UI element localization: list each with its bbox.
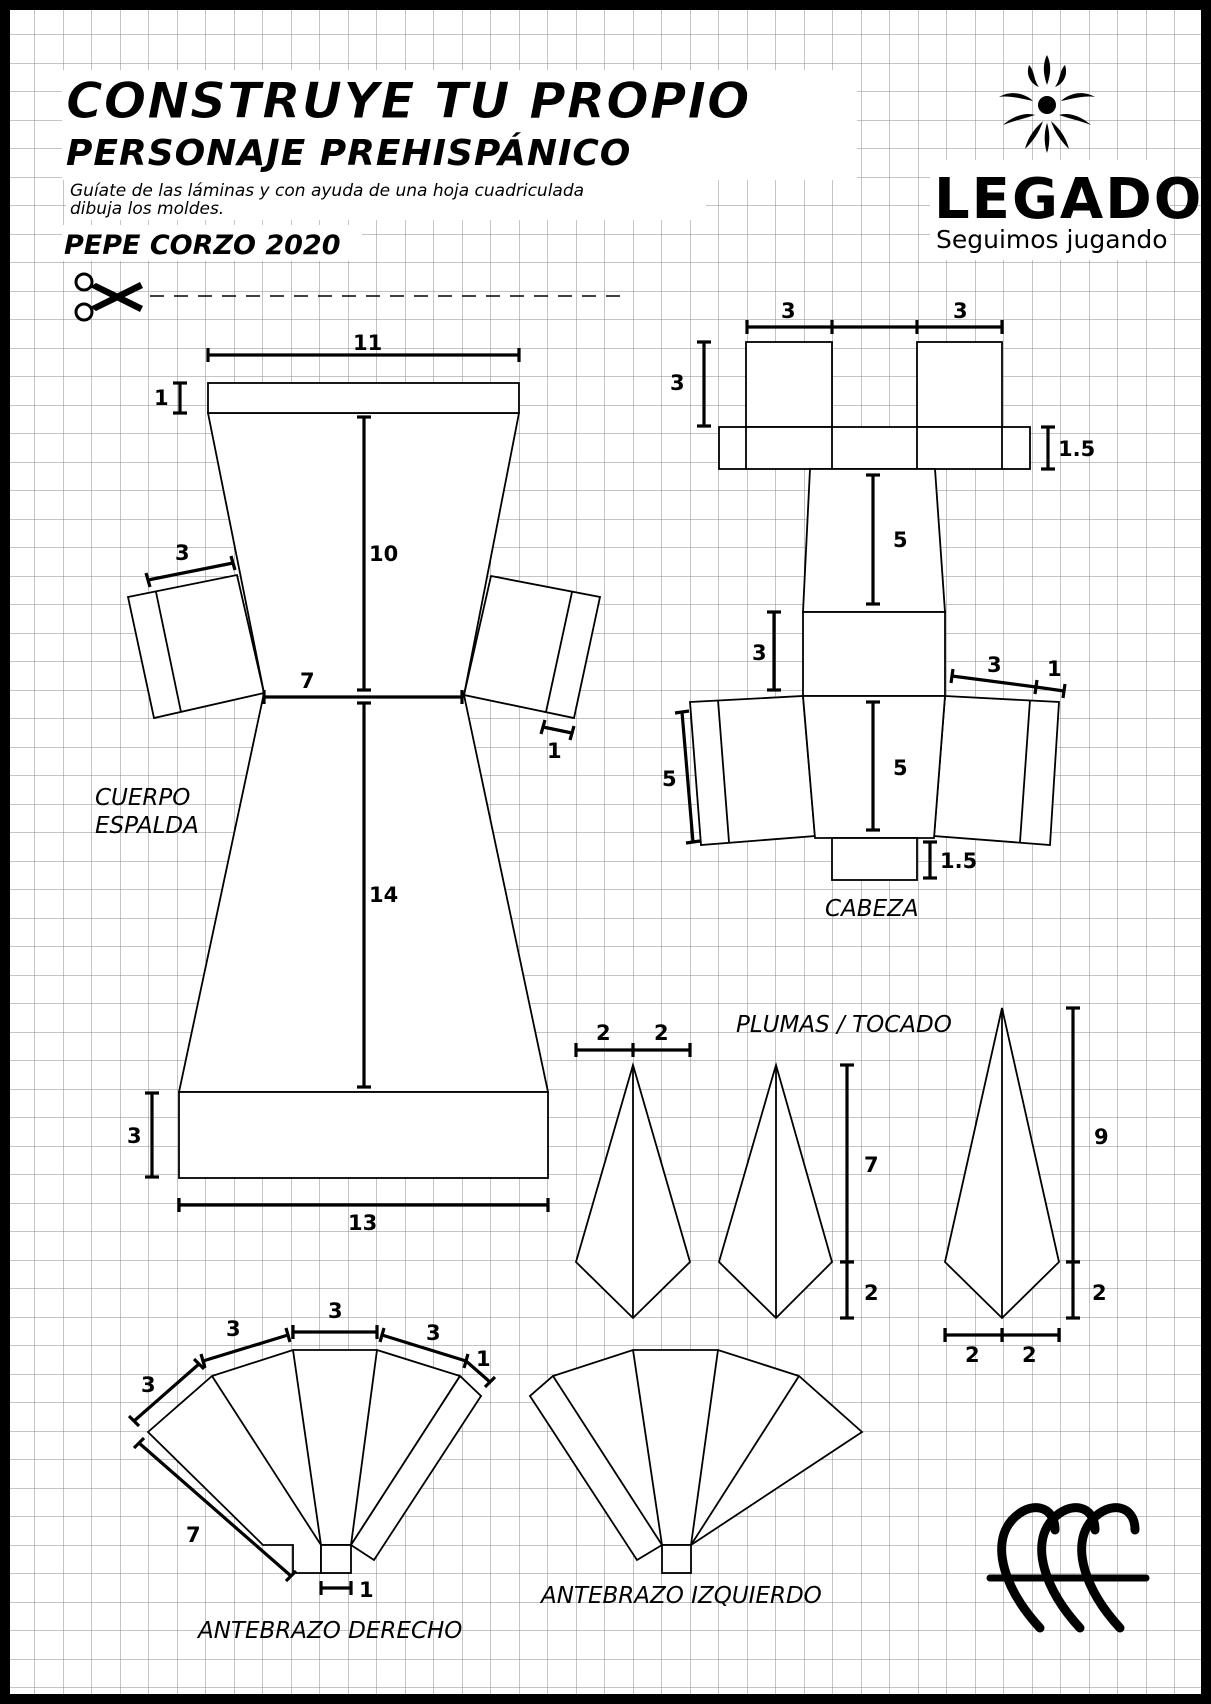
- dim-top-width: 11: [353, 331, 383, 355]
- dim-sleeve: 3: [175, 541, 190, 565]
- dim-collar: 1: [154, 386, 169, 410]
- dim-side: 7: [186, 1523, 201, 1547]
- dim-hem-height: 3: [127, 1124, 142, 1148]
- dim-long-7: 7: [864, 1153, 879, 1177]
- page-title: CONSTRUYE TU PROPIO: [66, 72, 751, 130]
- piece-label-antebrazo-derecho: ANTEBRAZO DERECHO: [198, 1618, 463, 1644]
- dim-bottom-width: 13: [348, 1211, 378, 1235]
- dim-chin: 1.5: [940, 849, 978, 873]
- dim-seg-3: 3: [328, 1299, 343, 1323]
- piece-label-cabeza: CABEZA: [825, 896, 919, 922]
- head-middle: [803, 612, 945, 696]
- dim-upper-height: 10: [369, 542, 399, 566]
- dim-ear-height: 3: [670, 371, 685, 395]
- ear-right: [917, 342, 1002, 427]
- dim-seg-4: 3: [426, 1321, 441, 1345]
- dim-tip-2a: 2: [864, 1281, 879, 1305]
- ear-left: [746, 342, 832, 427]
- dim-waist: 7: [300, 669, 315, 693]
- chin-tab: [832, 838, 917, 880]
- dim-tip-2b: 2: [1092, 1281, 1107, 1305]
- piece-label-antebrazo-izquierdo: ANTEBRAZO IZQUIERDO: [541, 1583, 822, 1609]
- dim-ear-right: 3: [953, 299, 968, 323]
- piece-label-espalda: ESPALDA: [95, 813, 199, 839]
- dim-cuff: 1: [547, 739, 562, 763]
- dim-side-panel: 3: [987, 653, 1002, 677]
- side-right: [934, 696, 1059, 845]
- dim-tab: 1: [476, 1347, 491, 1371]
- dim-lower: 5: [893, 756, 908, 780]
- instructions-line-1: Guíate de las láminas y con ayuda de una hoja cuadriculada: [70, 181, 585, 201]
- piece-label-cuerpo: CUERPO: [95, 785, 191, 811]
- dim-seg-2: 3: [226, 1317, 241, 1341]
- dim-half-b: 2: [654, 1021, 669, 1045]
- brand-name: LEGADO: [934, 167, 1204, 232]
- dim-seg-1: 3: [141, 1373, 156, 1397]
- author-credit: PEPE CORZO 2020: [64, 230, 341, 261]
- dim-side-height: 5: [662, 767, 677, 791]
- piece-label-plumas: PLUMAS / TOCADO: [736, 1012, 952, 1038]
- dim-base-a: 2: [965, 1343, 980, 1367]
- dim-middle: 3: [752, 641, 767, 665]
- head-band: [719, 427, 1030, 469]
- brand-slogan: Seguimos jugando: [936, 225, 1168, 254]
- dim-long-9: 9: [1094, 1125, 1109, 1149]
- instructions-line-2: dibuja los moldes.: [70, 199, 225, 219]
- dim-lower-height: 14: [369, 883, 399, 907]
- dim-base: 1: [359, 1578, 374, 1602]
- dim-side-tab: 1: [1047, 657, 1062, 681]
- dim-half-a: 2: [596, 1021, 611, 1045]
- dim-ear-left: 3: [781, 299, 796, 323]
- page-subtitle: PERSONAJE PREHISPÁNICO: [66, 133, 632, 174]
- collar-band: [208, 383, 519, 413]
- hem-band: [179, 1092, 548, 1178]
- dim-band: 1.5: [1058, 437, 1096, 461]
- dim-base-b: 2: [1022, 1343, 1037, 1367]
- side-left: [690, 696, 815, 845]
- dim-neck: 5: [893, 528, 908, 552]
